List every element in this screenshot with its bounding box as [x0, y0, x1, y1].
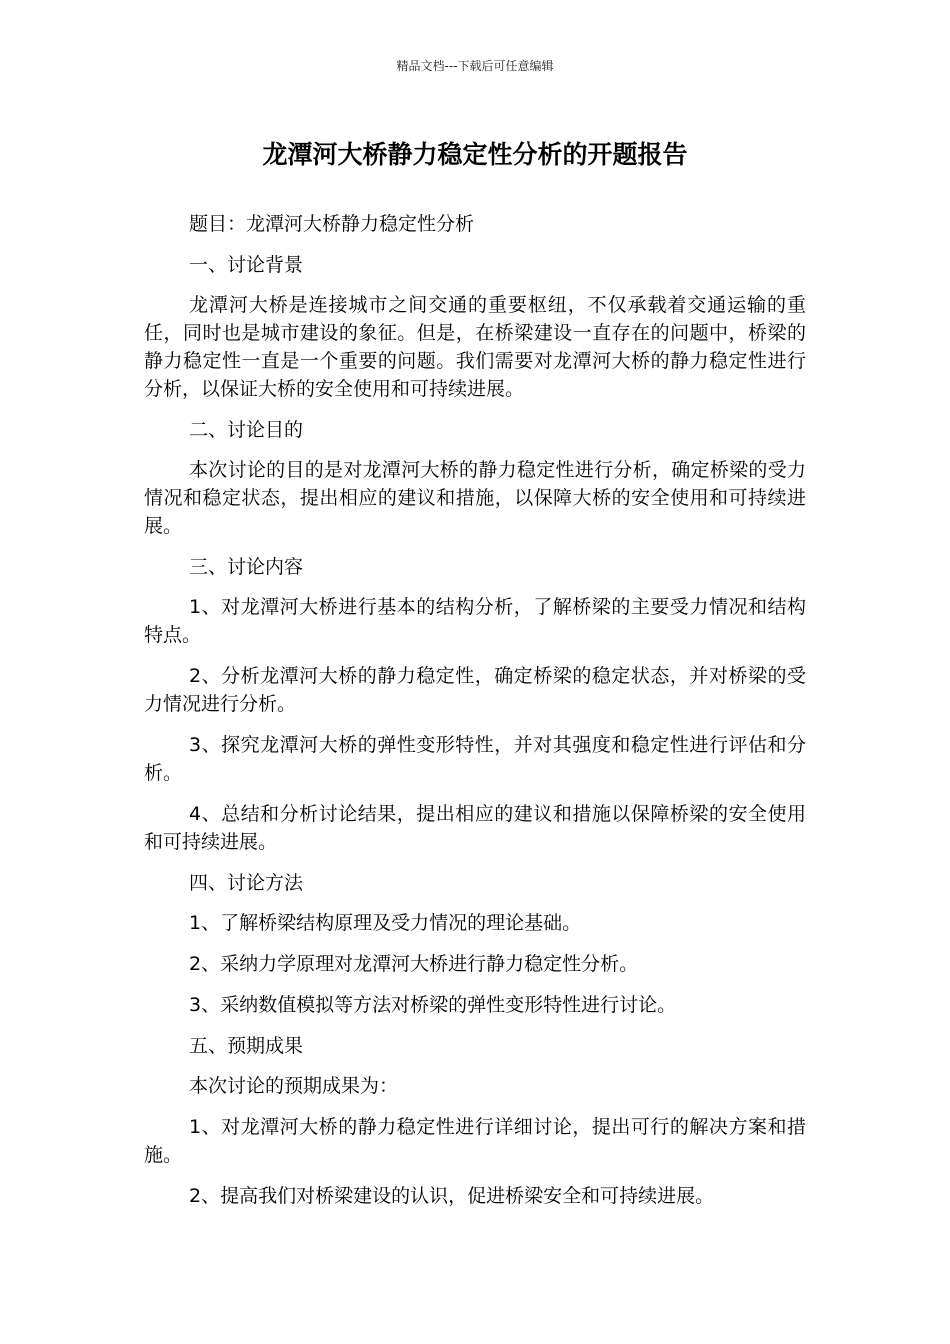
outcomes-intro: 本次讨论的预期成果为：: [189, 1075, 399, 1097]
document-body: [144, 210, 806, 1223]
content-item-4: 4、总结和分析讨论结果，提出相应的建议和措施以保障桥梁的安全使用和可持续进展。: [144, 803, 806, 853]
section-heading-content: 三、讨论内容: [189, 556, 304, 578]
header-note: 精品文档---下载后可任意编辑: [396, 59, 554, 73]
purpose-paragraph: 本次讨论的目的是对龙潭河大桥的静力稳定性进行分析，确定桥梁的受力情况和稳定状态，提出相应的建议和措施，以保障大桥的安全使用和可持续进展。: [144, 459, 806, 537]
outcome-item-1: 1、对龙潭河大桥的静力稳定性进行详细讨论，提出可行的解决方案和措施。: [144, 1116, 806, 1166]
method-item-3: 3、采纳数值模拟等方法对桥梁的弹性变形特性进行讨论。: [189, 994, 677, 1016]
content-item-2: 2、分析龙潭河大桥的静力稳定性，确定桥梁的稳定状态，并对桥梁的受力情况进行分析。: [144, 665, 806, 715]
content-item-3: 3、探究龙潭河大桥的弹性变形特性，并对其强度和稳定性进行评估和分析。: [144, 734, 806, 784]
background-paragraph: 龙潭河大桥是连接城市之间交通的重要枢纽，不仅承载着交通运输的重任，同时也是城市建设的象征。但是，在桥梁建设一直存在的问题中，桥梁的静力稳定性一直是一个重要的问题。我们需要对龙潭河大桥的静力稳定性进行分析，以保证大桥的安全使用和可持续进展。: [144, 294, 806, 400]
section-heading-outcomes: 五、预期成果: [189, 1035, 304, 1057]
method-item-2: 2、采纳力学原理对龙潭河大桥进行静力稳定性分析。: [189, 953, 639, 975]
method-item-1: 1、了解桥梁结构原理及受力情况的理论基础。: [189, 912, 582, 934]
section-heading-purpose: 二、讨论目的: [189, 419, 304, 441]
outcome-item-2: 2、提高我们对桥梁建设的认识，促进桥梁安全和可持续进展。: [189, 1185, 715, 1207]
document-title: 龙潭河大桥静力稳定性分析的开题报告: [262, 140, 688, 169]
section-heading-background: 一、讨论背景: [189, 254, 304, 276]
content-item-1: 1、对龙潭河大桥进行基本的结构分析，了解桥梁的主要受力情况和结构特点。: [144, 596, 806, 646]
section-heading-methods: 四、讨论方法: [189, 872, 304, 894]
topic-line: 题目：龙潭河大桥静力稳定性分析: [189, 213, 475, 235]
